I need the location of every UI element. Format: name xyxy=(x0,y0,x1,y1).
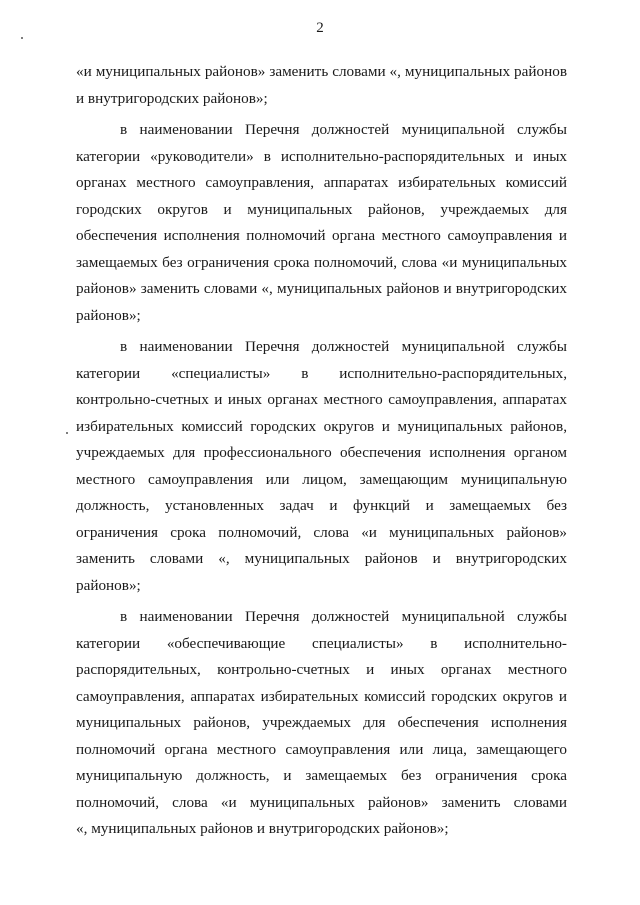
text-line: «и муниципальных районов» заменить словами «, муниципальных районов xyxy=(76,63,567,80)
document-body xyxy=(76,59,567,843)
text-line: категории «специалисты» в исполнительно-распорядительных, xyxy=(76,364,567,382)
text-line: полномочий органа местного самоуправления или лица, замещающего xyxy=(76,740,567,758)
text-line: учреждаемых для профессионального обеспечения исполнения органом xyxy=(76,444,567,461)
paragraph xyxy=(76,59,567,112)
text-line: районов» заменить словами «, муниципальных районов и внутригородских xyxy=(76,280,567,297)
text-line: муниципальных районов, учреждаемых для обеспечения исполнения xyxy=(76,714,567,731)
text-line: городских округов и муниципальных районов, учреждаемых для xyxy=(76,200,567,218)
text-line: районов»; xyxy=(76,576,141,594)
paragraph xyxy=(76,334,567,599)
scan-speck xyxy=(21,37,23,39)
text-line: распорядительных, контрольно-счетных и иных органах местного xyxy=(76,661,567,678)
text-line: категории «руководители» в исполнительно-распорядительных и иных xyxy=(76,147,567,165)
text-line: в наименовании Перечня должностей муниципальной службы xyxy=(120,121,567,138)
text-line: полномочий, слова «и муниципальных районов» заменить словами xyxy=(76,793,567,811)
paragraph xyxy=(76,604,567,843)
text-line: в наименовании Перечня должностей муниципальной службы xyxy=(120,608,567,625)
text-line: районов»; xyxy=(76,306,141,324)
text-line: муниципальную должность, и замещаемых без ограничения срока xyxy=(76,767,567,784)
text-line: заменить словами «, муниципальных районов и внутригородских xyxy=(76,550,567,567)
text-line: должность, установленных задач и функций и замещаемых без xyxy=(76,497,567,514)
text-line: обеспечения исполнения полномочий органа местного самоуправления и xyxy=(76,227,567,244)
text-line: местного самоуправления или лицом, замещающим муниципальную xyxy=(76,470,567,488)
text-line: ограничения срока полномочий, слова «и муниципальных районов» xyxy=(76,523,567,541)
text-line: и внутригородских районов»; xyxy=(76,89,268,107)
scan-speck xyxy=(66,432,68,434)
text-line: избирательных комиссий городских округов и муниципальных районов, xyxy=(76,417,567,435)
page-number: 2 xyxy=(316,20,324,36)
text-line: самоуправления, аппаратах избирательных комиссий городских округов и xyxy=(76,687,567,705)
text-line: органах местного самоуправления, аппаратах избирательных комиссий xyxy=(76,174,567,191)
text-line: «, муниципальных районов и внутригородских районов»; xyxy=(76,820,449,837)
text-line: категории «обеспечивающие специалисты» в исполнительно- xyxy=(76,634,567,652)
text-line: замещаемых без ограничения срока полномочий, слова «и муниципальных xyxy=(76,253,567,271)
text-line: контрольно-счетных и иных органах местного самоуправления, аппаратах xyxy=(76,391,567,408)
paragraph xyxy=(76,117,567,329)
text-line: в наименовании Перечня должностей муниципальной службы xyxy=(120,338,567,355)
